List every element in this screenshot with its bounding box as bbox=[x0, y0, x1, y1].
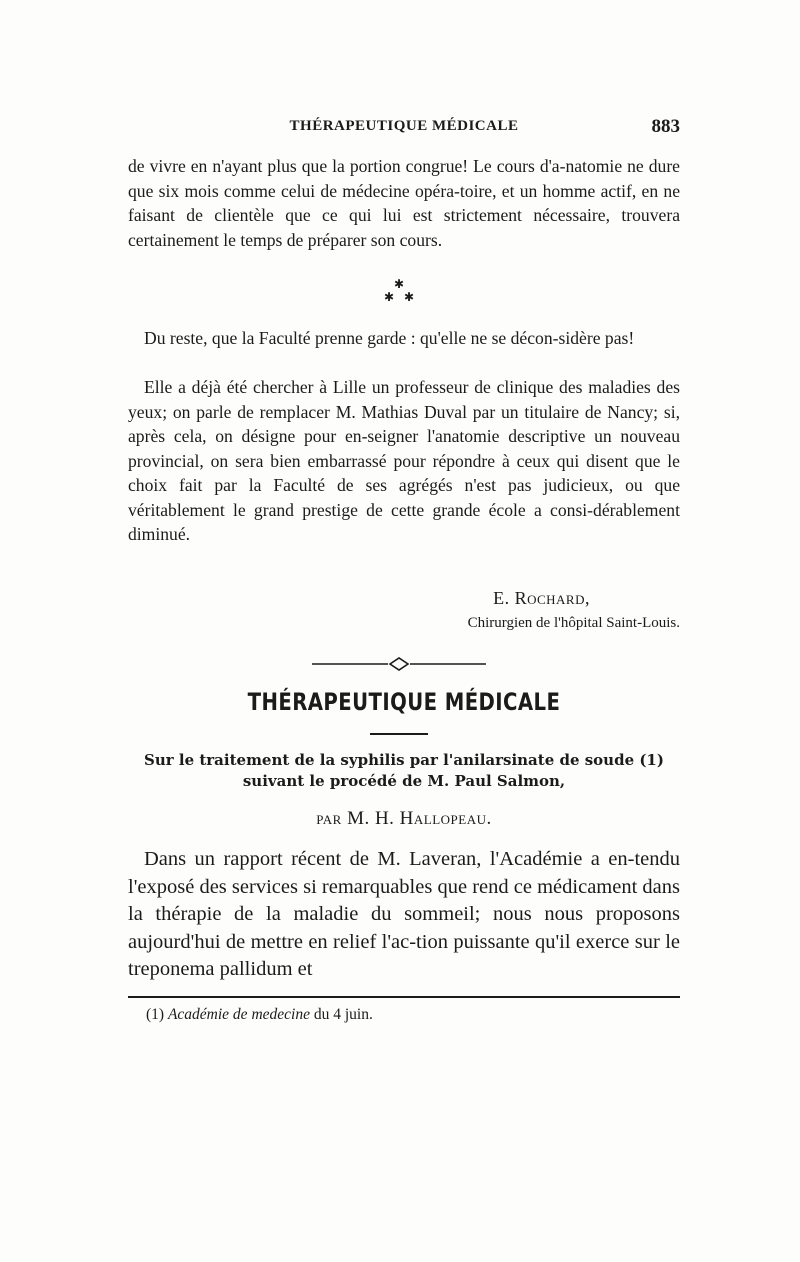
running-title: THÉRAPEUTIQUE MÉDICALE bbox=[289, 118, 519, 134]
subtitle-line-1: Sur le traitement de la syphilis par l'anilarsinate de soude (1) bbox=[144, 751, 664, 769]
new-article-paragraph-1 bbox=[128, 846, 680, 984]
previous-article-paragraph-2 bbox=[128, 326, 680, 351]
ornamental-divider bbox=[312, 654, 486, 674]
article-subtitle bbox=[128, 750, 680, 792]
author-role: Chirurgien de l'hôpital Saint-Louis. bbox=[467, 615, 680, 631]
paragraph-text: Dans un rapport récent de M. Laveran, l'Académie a en-tendu l'exposé des services si remarquables que rend ce médicament dans la thérapie de la maladie du sommeil; nous nous proposons aujourd'hui de mettre en relief l'ac-tion puissante qu'il exerce sur le treponema pallidum et bbox=[128, 848, 680, 981]
footnote-rule bbox=[128, 996, 680, 998]
article-byline: par M. H. Hallopeau. bbox=[316, 808, 492, 829]
author-signature bbox=[128, 588, 680, 632]
asterism-star-icon: ✱ bbox=[384, 290, 395, 304]
paragraph-text: Du reste, que la Faculté prenne garde : qu'elle ne se décon-sidère pas! bbox=[144, 328, 635, 348]
subtitle-line-2: suivant le procédé de M. Paul Salmon, bbox=[242, 772, 566, 790]
section-title: THÉRAPEUTIQUE MÉDICALE bbox=[247, 688, 561, 716]
asterism-star-icon: ✱ bbox=[404, 290, 415, 304]
previous-article-paragraph-3 bbox=[128, 375, 680, 547]
paragraph-text: Elle a déjà été chercher à Lille un professeur de clinique des maladies des yeux; on parle de remplacer M. Mathias Duval par un titulaire de Nancy; si, après cela, on désigne pour en-seigner l'anatomie descriptive un nouveau provincial, on sera bien embarrassé pour répondre à ceux qui disent que le choix fait par la Faculté de ses agrégés n'est pas judicieux, ou que véritablement le grand prestige de cette grande école a consi-dérablement diminué. bbox=[128, 377, 680, 544]
author-name: E. Rochard, bbox=[493, 588, 590, 608]
running-header bbox=[128, 116, 680, 140]
footnote-date: du 4 juin. bbox=[313, 1006, 373, 1023]
footnote-marker: (1) bbox=[146, 1006, 165, 1023]
paragraph-text: de vivre en n'ayant plus que la portion congrue! Le cours d'a-natomie ne dure que six mois comme celui de médecine opéra-toire, et un homme actif, en ne faisant de clientèle que ce qui lui est strictement nécessaire, trouvera certainement le temps de préparer son cours. bbox=[128, 156, 680, 250]
asterism-star-icon: ✱ bbox=[394, 277, 405, 291]
section-break-asterism bbox=[380, 278, 420, 308]
title-underline bbox=[370, 733, 428, 735]
previous-article-paragraph-1 bbox=[128, 154, 680, 252]
footnote-source: Académie de medecine bbox=[167, 1006, 310, 1023]
footnote bbox=[146, 1006, 373, 1024]
page-number: 883 bbox=[651, 116, 680, 137]
